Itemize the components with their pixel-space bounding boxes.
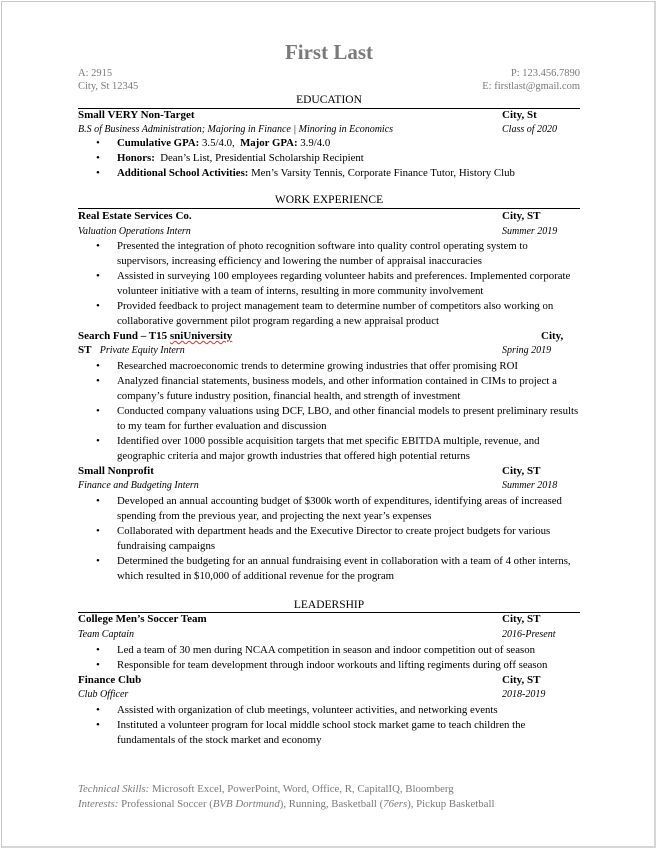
- misspelled-word[interactable]: sniUniversity: [169, 330, 233, 342]
- interests-label: Interests:: [78, 798, 119, 810]
- job-bullets: [78, 359, 580, 464]
- list-item: [78, 151, 580, 166]
- list-item: • Analyzed financial statements, business models, and other information contained in CIMs to project a company’s future industry position, financial health, and strength of investment: [78, 374, 580, 404]
- interests-italic: 76ers: [383, 798, 408, 810]
- interests-text: ), Pickup Basketball: [407, 798, 495, 810]
- job-role-wrap: [78, 343, 185, 358]
- interests-text: ), Running, Basketball (: [279, 798, 384, 810]
- document-page: [1, 1, 656, 848]
- interests-text: Professional Soccer (: [118, 798, 213, 810]
- education-bullets: [78, 136, 580, 181]
- section-title-education: EDUCATION: [296, 94, 362, 106]
- job-location: City, ST: [502, 210, 541, 222]
- section-title-leadership: LEADERSHIP: [293, 599, 365, 611]
- list-item: • Conducted company valuations using DCF, LBO, and other financial models to present preliminary results to my team for further evaluation and discussion: [78, 404, 580, 434]
- leadership-bullets: [78, 643, 580, 673]
- honors-value: Dean’s List, Presidential Scholarship Recipient: [154, 152, 364, 164]
- list-item: • Developed an annual accounting budget of $300k worth of expenditures, identifying areas of increased spending from the previous year, and projecting the next year’s expenses: [78, 494, 580, 524]
- job-date: Summer 2019: [502, 226, 558, 237]
- job-date: Summer 2018: [502, 480, 558, 491]
- resume-name: First Last: [284, 40, 374, 64]
- technical-skills: [78, 782, 454, 797]
- school-name: Small VERY Non-Target: [78, 109, 195, 121]
- job-org: Small Nonprofit: [78, 465, 154, 477]
- graduation-date: Class of 2020: [502, 124, 558, 135]
- list-item: [78, 136, 580, 151]
- leadership-location: City, ST: [502, 674, 541, 686]
- gpa-label: Cumulative GPA:: [117, 137, 200, 149]
- job-bullets: [78, 494, 580, 584]
- list-item: • Provided feedback to project management team to determine number of competitors also working on collaborative government pilot program regarding a new appraisal product: [78, 299, 580, 329]
- address-block: [78, 67, 138, 93]
- honors-label: Honors:: [117, 152, 155, 164]
- job-role: Private Equity Intern: [99, 345, 185, 356]
- address-line-1: A: 2915: [78, 68, 113, 79]
- contact-block: [482, 67, 580, 93]
- job-location: City, ST: [502, 465, 541, 477]
- list-item: • Assisted in surveying 100 employees regarding volunteer habits and preferences. Implemented corporate volunteer initiative with a team of interns, resulting in more community involvement: [78, 269, 580, 299]
- job-org-text: Search Fund – T15: [78, 330, 170, 342]
- school-location: City, St: [502, 109, 537, 121]
- major-gpa-label: Major GPA:: [240, 137, 298, 149]
- job-org: [78, 329, 232, 344]
- activities-value: Men’s Varsity Tennis, Corporate Finance Tutor, History Club: [248, 167, 515, 179]
- activities-label: Additional School Activities:: [117, 167, 249, 179]
- leadership-date: 2018-2019: [502, 689, 546, 700]
- list-item: • Instituted a volunteer program for local middle school stock market game to teach children the fundamentals of the stock market and economy: [78, 718, 580, 748]
- leadership-role: Club Officer: [78, 689, 129, 700]
- job-location-wrap: ST: [78, 344, 92, 356]
- list-item: • Presented the integration of photo recognition software into quality control operating system to supervisors, increasing efficiency and lowering the number of appraisal inaccuracies: [78, 239, 580, 269]
- list-item: [78, 166, 580, 181]
- job-org: Real Estate Services Co.: [78, 210, 192, 222]
- interests-italic: BVB Dortmund: [212, 798, 280, 810]
- job-date: Spring 2019: [502, 345, 552, 356]
- list-item: • Researched macroeconomic trends to determine growing industries that offer promising ROI: [78, 359, 580, 374]
- job-role: Finance and Budgeting Intern: [78, 480, 199, 491]
- leadership-org: Finance Club: [78, 674, 142, 686]
- section-title-work: WORK EXPERIENCE: [274, 194, 384, 206]
- leadership-bullets: [78, 703, 580, 748]
- address-line-2: City, St 12345: [78, 81, 139, 92]
- major-gpa-value: 3.9/4.0: [297, 137, 331, 149]
- phone: P: 123.456.7890: [510, 68, 580, 79]
- interests: [78, 797, 494, 812]
- gpa-value: 3.5/4.0,: [199, 137, 241, 149]
- list-item: • Assisted with organization of club meetings, volunteer activities, and networking events: [78, 703, 580, 718]
- job-location: City,: [541, 330, 564, 342]
- leadership-location: City, ST: [502, 613, 541, 625]
- list-item: • Responsible for team development through indoor workouts and lifting regiments during off season: [78, 658, 580, 673]
- list-item: • Determined the budgeting for an annual fundraising event in collaboration with a team of 4 other interns, which resulted in $10,000 of additional revenue for the program: [78, 554, 580, 584]
- leadership-org: College Men’s Soccer Team: [78, 613, 207, 625]
- leadership-date: 2016-Present: [502, 629, 556, 640]
- degree: B.S of Business Administration; Majoring in Finance | Minoring in Economics: [78, 124, 394, 135]
- list-item: • Led a team of 30 men during NCAA competition in season and indoor competition out of season: [78, 643, 580, 658]
- leadership-role: Team Captain: [78, 629, 135, 640]
- list-item: • Identified over 1000 possible acquisition targets that met specific EBITDA multiple, revenue, and geographic criteria and major growth industries that offered high potential returns: [78, 434, 580, 464]
- job-role: Valuation Operations Intern: [78, 226, 191, 237]
- list-item: • Collaborated with department heads and the Executive Director to create project budgets for various fundraising campaigns: [78, 524, 580, 554]
- skills-text: Microsoft Excel, PowerPoint, Word, Office, R, CapitalIQ, Bloomberg: [149, 783, 454, 795]
- job-bullets: [78, 239, 580, 329]
- email: E: firstlast@gmail.com: [482, 81, 580, 92]
- skills-label: Technical Skills:: [78, 783, 150, 795]
